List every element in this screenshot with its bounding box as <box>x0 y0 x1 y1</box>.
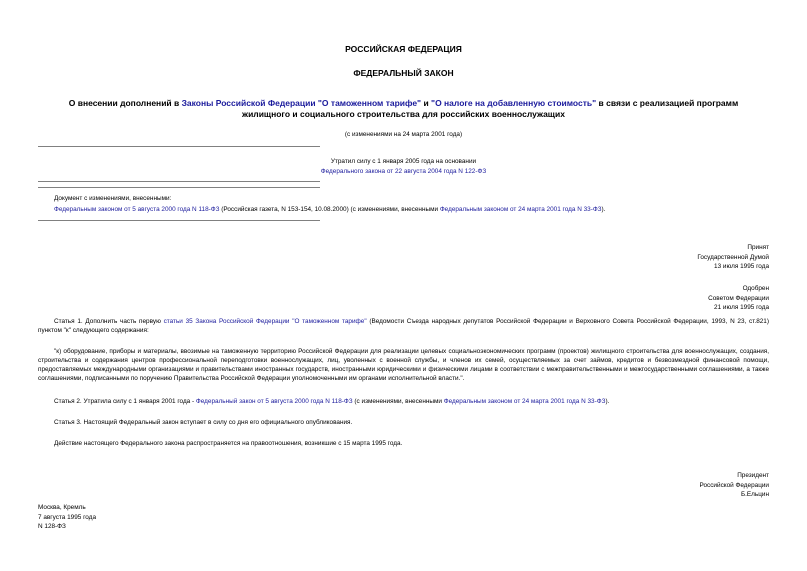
title-text-part1: О внесении дополнений в <box>68 98 182 108</box>
article-2-link-118fz[interactable]: Федеральный закон от 5 августа 2000 года N 118-ФЗ <box>195 398 353 405</box>
accepted-line1: Принят <box>747 244 769 251</box>
article-2-end: ). <box>605 398 610 405</box>
place-line1: Москва, Кремль <box>38 504 86 511</box>
accepted-block <box>697 243 769 272</box>
doc-changes-line <box>54 205 774 214</box>
article-2-pre: Статья 2. Утратила силу с 1 января 2001 года - <box>54 398 196 405</box>
signature-block <box>700 471 770 500</box>
signature-line2: Российской Федерации <box>699 481 769 489</box>
place-line3: N 128-ФЗ <box>38 523 66 530</box>
title-link-vat[interactable]: "О налоге на добавленную стоимость" <box>431 98 597 108</box>
expired-law-link[interactable]: Федерального закона от 22 августа 2004 года N 122-ФЗ <box>320 168 487 175</box>
law-link-33fz[interactable]: Федеральным законом от 24 марта 2001 года N 33-ФЗ <box>439 206 602 213</box>
divider <box>38 146 320 147</box>
country-heading: РОССИЙСКАЯ ФЕДЕРАЦИЯ <box>345 44 462 54</box>
doc-type-heading: ФЕДЕРАЛЬНЫЙ ЗАКОН <box>353 68 454 78</box>
accepted-line2: Государственной Думой <box>697 253 769 261</box>
doc-changes-mid: (Российская газета, N 153-154, 10.08.2000) (с изменениями, внесенными <box>219 206 440 213</box>
approved-line3: 21 июля 1995 года <box>714 304 769 311</box>
divider <box>38 187 320 188</box>
place-date-block <box>38 503 96 532</box>
expired-notice: Утратил силу с 1 января 2005 года на основании <box>330 158 477 165</box>
article-1-pre: Статья 1. Дополнить часть первую <box>54 318 164 325</box>
article-2-link-33fz[interactable]: Федеральным законом от 24 марта 2001 года N 33-ФЗ <box>443 398 606 405</box>
accepted-line3: 13 июля 1995 года <box>714 263 769 270</box>
article-2 <box>38 397 769 406</box>
doc-changes-label: Документ с изменениями, внесенными: <box>54 195 172 202</box>
signature-line3: Б.Ельцин <box>740 491 769 498</box>
effect-paragraph: Действие настоящего Федерального закона распространяется на правоотношения, возникшие с 15 марта 1995 года. <box>54 440 403 447</box>
signature-line1: Президент <box>737 472 769 479</box>
approved-line1: Одобрен <box>742 285 769 292</box>
page-title <box>0 98 807 120</box>
approved-block <box>708 284 769 313</box>
article-3: Статья 3. Настоящий Федеральный закон вступает в силу со дня его официального опубликования. <box>54 419 353 426</box>
doc-changes-end: ). <box>601 206 606 213</box>
divider <box>38 220 320 221</box>
divider <box>38 181 320 182</box>
place-line2: 7 августа 1995 года <box>38 513 96 521</box>
article-1-post: (Ведомости Съезда народных депутатов Российской Федерации и Верховного Совета Российской Федерации, 1993, N 23, ст.821) пунктом "к" следующего содержания: <box>38 318 769 334</box>
quoted-clause: "к) оборудование, приборы и материалы, ввозимые на таможенную территорию Российской Федерации для реализации целевых социальноэкономических программ (проектов) жилищного строительства для военнослужащих, создания, строительства и содержания центров профессиональной переподготовки военнослужащих, лиц, уволенных с военной службы, и членов их семей, осуществляемых за счет займов, кредитов и безвозмездной финансовой помощи, предоставляемых международными организациями и правительствами иностранных государств, иностранными юридическими и физическими лицами в соответствии с межправительственными и межгосударственными соглашениями, а также соглашениями, подписанными по поручению Правительства Российской Федерации уполномоченными им органами исполнительной власти.". <box>38 348 769 382</box>
amendment-note: (с изменениями на 24 марта 2001 года) <box>344 131 463 138</box>
article-1 <box>38 317 769 335</box>
article-35-link[interactable]: статьи 35 Закона Российской Федерации "О таможенном тарифе" <box>163 318 367 325</box>
title-text-line2: жилищного и социального строительства для российских военнослужащих <box>242 109 565 119</box>
title-text-part2: и <box>421 98 432 108</box>
law-link-118fz[interactable]: Федеральным законом от 5 августа 2000 года N 118-ФЗ <box>54 206 220 213</box>
title-link-customs-tariff[interactable]: Законы Российской Федерации "О таможенном тарифе" <box>181 98 422 108</box>
title-text-part3: в связи с реализацией программ <box>596 98 739 108</box>
article-2-mid: (с изменениями, внесенными <box>352 398 444 405</box>
approved-line2: Советом Федерации <box>708 294 769 302</box>
